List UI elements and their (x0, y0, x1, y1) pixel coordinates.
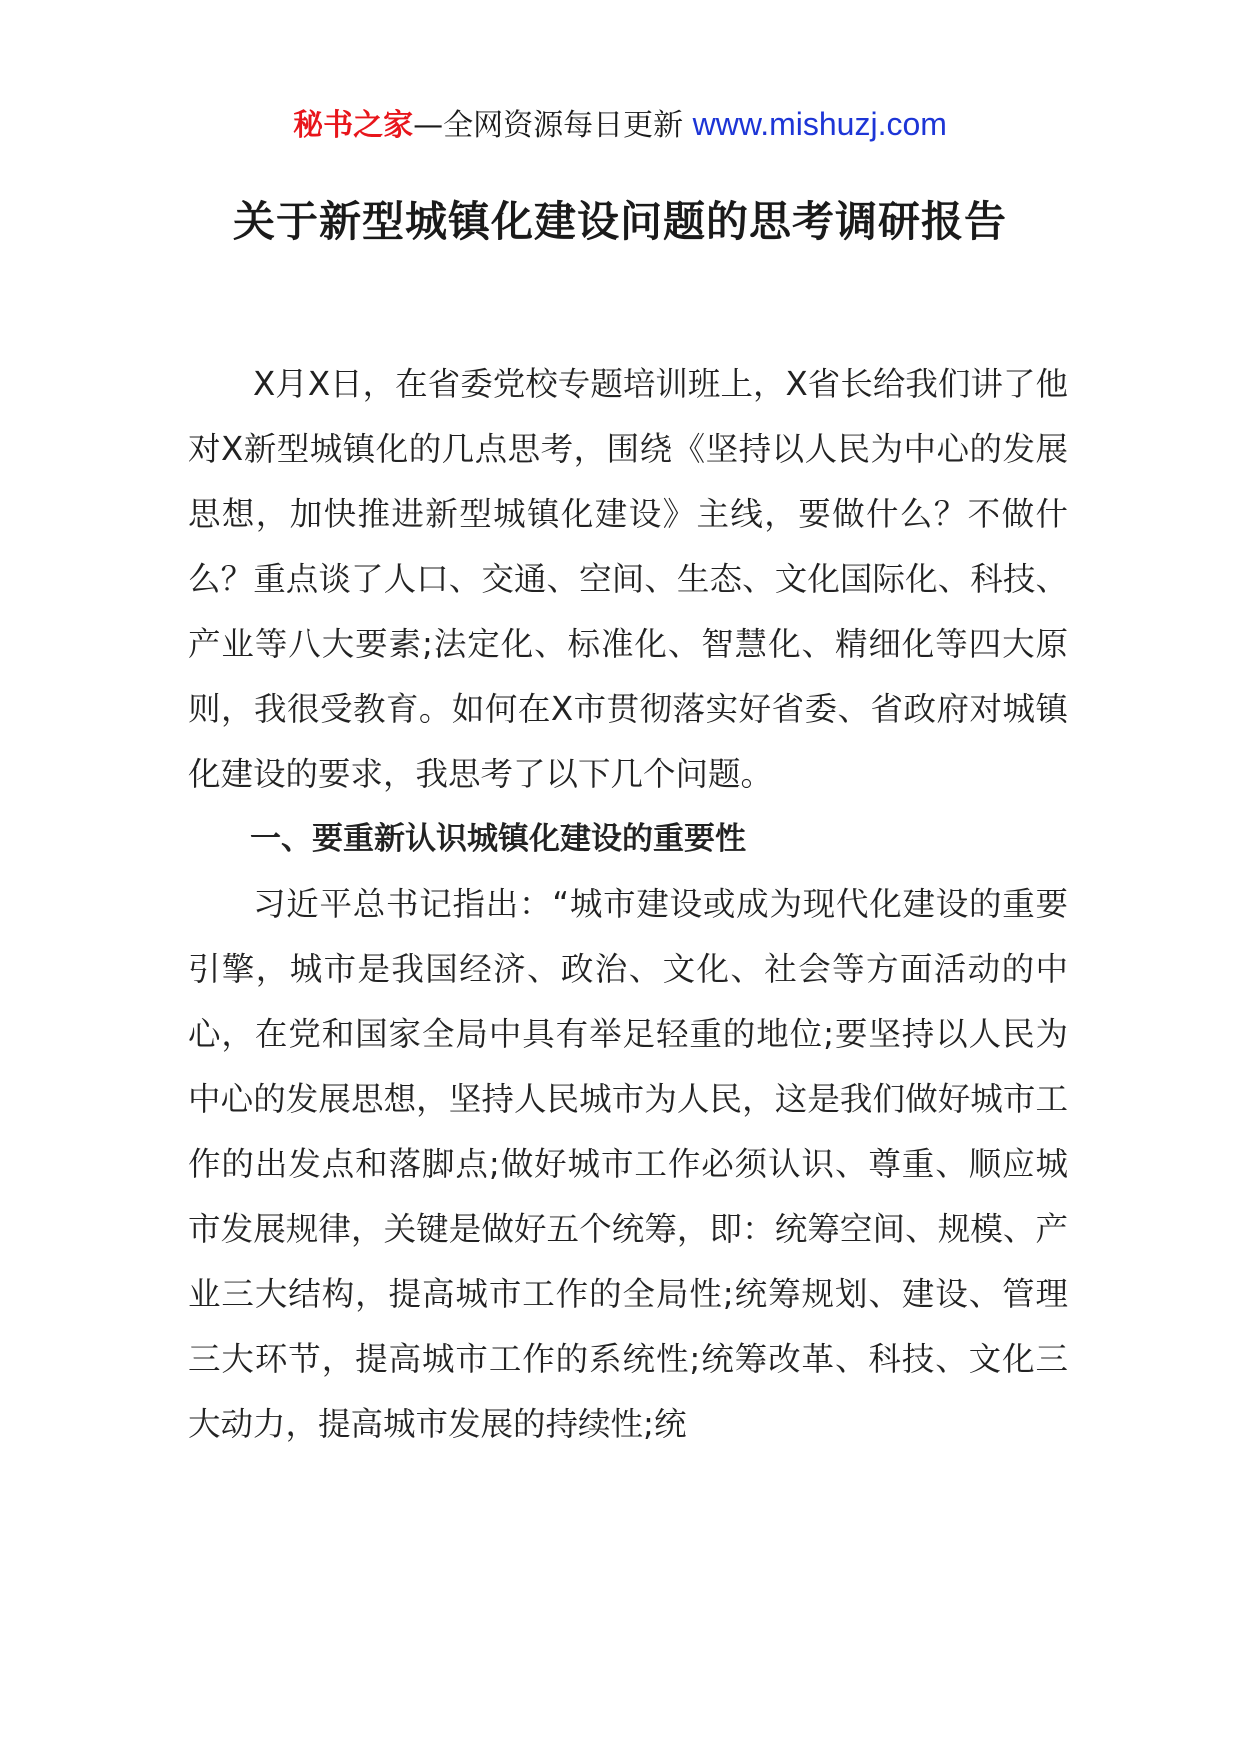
site-url-link[interactable]: www.mishuzj.com (692, 106, 947, 142)
intro-paragraph: X月X日，在省委党校专题培训班上，X省长给我们讲了他对X新型城镇化的几点思考，围绕《坚持以人民为中心的发展思想，加快推进新型城镇化建设》主线，要做什么？不做什么？重点谈了人口、交通、空间、生态、文化国际化、科技、产业等八大要素;法定化、标准化、智慧化、精细化等四大原则，我很受教育。如何在X市贯彻落实好省委、省政府对城镇化建设的要求，我思考了以下几个问题。 (188, 365, 1068, 793)
header-tagline: —全网资源每日更新 (413, 108, 684, 143)
document-title: 关于新型城镇化建设问题的思考调研报告 (232, 197, 1007, 246)
brand-name: 秘书之家 (293, 108, 414, 143)
site-header (0, 102, 1240, 148)
document-body (188, 352, 1068, 1457)
section-heading-1: 一、要重新认识城镇化建设的重要性 (250, 821, 746, 857)
section-1-paragraph: 习近平总书记指出：“城市建设或成为现代化建设的重要引擎，城市是我国经济、政治、文化、社会等方面活动的中心，在党和国家全局中具有举足轻重的地位;要坚持以人民为中心的发展思想，坚持人民城市为人民，这是我们做好城市工作的出发点和落脚点;做好城市工作必须认识、尊重、顺应城市发展规律，关键是做好五个统筹，即：统筹空间、规模、产业三大结构，提高城市工作的全局性;统筹规划、建设、管理三大环节，提高城市工作的系统性;统筹改革、科技、文化三大动力，提高城市发展的持续性;统 (188, 885, 1068, 1443)
